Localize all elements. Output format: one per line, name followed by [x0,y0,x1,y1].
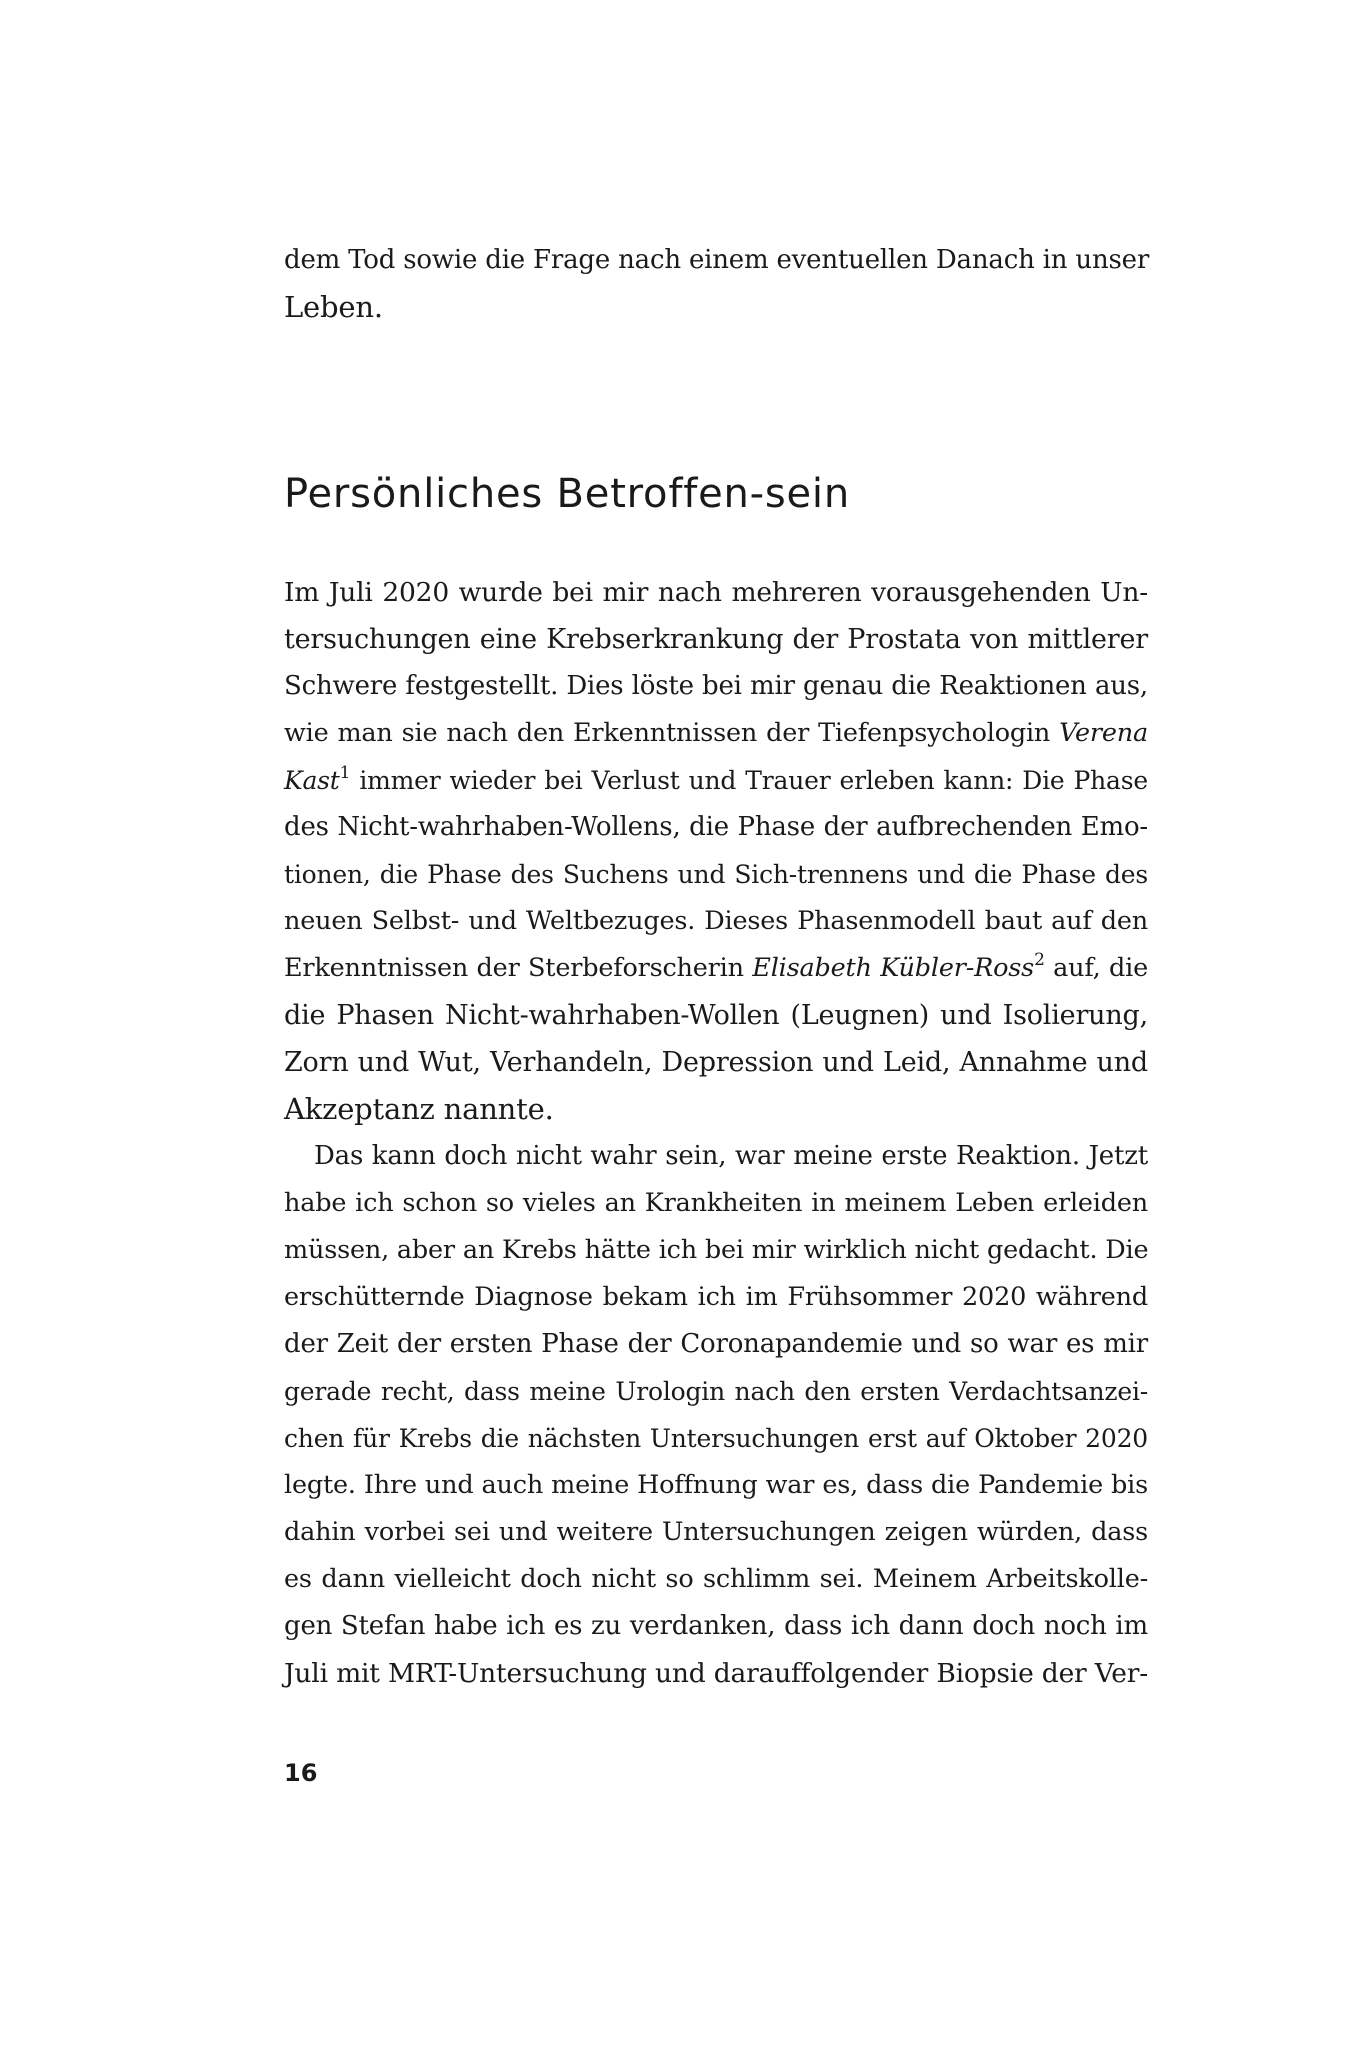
paragraph-1-line-8: neuen Selbst- und Weltbezuges. Dieses Phasenmodell baut auf den [284,906,1148,936]
paragraph-1-line-2: tersuchungen eine Krebserkrankung der Prostata von mittlerer [284,624,1148,655]
paragraph-1-line-5 [284,757,1148,804]
paragraph-2-line-6: gerade recht, dass meine Urologin nach den ersten Verdachtsanzei- [284,1377,1148,1406]
paragraph-1-line-9 [284,945,1148,992]
paragraph-1-line-10: die Phasen Nicht-wahrhaben-Wollen (Leugnen) und Isolierung, [284,1000,1148,1031]
paragraph-1-line-11: Zorn und Wut, Verhandeln, Depression und Leid, Annahme und [284,1047,1148,1078]
paragraph-1-line-12: Akzeptanz nannte. [284,1092,554,1126]
footnote-marker-1[interactable]: 1 [339,763,351,783]
paragraph-1-line-4 [284,710,1148,757]
paragraph-2-line-9: dahin vorbei sei und weitere Untersuchungen zeigen würden, dass [284,1517,1148,1547]
paragraph-2-line-10: es dann vielleicht doch nicht so schlimm sei. Meinem Arbeitskolle- [284,1564,1148,1594]
paragraph-1-line-6: des Nicht-wahrhaben-Wollens, die Phase der aufbrechenden Emo- [284,812,1148,842]
page-number: 16 [284,1759,318,1787]
paragraph-1-line-4-text: wie man sie nach den Erkenntnissen der Tiefenpsychologin [284,718,1051,748]
author-name-kast-last: Kast [284,766,340,795]
paragraph-1-line-5-text: immer wieder bei Verlust und Trauer erleben kann: Die Phase [350,766,1148,795]
paragraph-1-line-9-end: auf, die [1044,953,1149,983]
author-name-kuebler-ross: Elisabeth Kübler-Ross [752,953,1035,983]
paragraph-2-line-1: Das kann doch nicht wahr sein, war meine erste Reaktion. Jetzt [314,1141,1148,1171]
author-name-kast-first: Verena [1059,718,1148,748]
paragraph-2-line-8: legte. Ihre und auch meine Hoffnung war es, dass die Pandemie bis [284,1470,1148,1500]
paragraph-1-line-7: tionen, die Phase des Suchens und Sich-trennens und die Phase des [284,860,1148,889]
paragraph-2-line-4: erschütternde Diagnose bekam ich im Frühsommer 2020 während [284,1282,1148,1312]
footnote-marker-2[interactable]: 2 [1034,950,1045,970]
paragraph-2-line-12: Juli mit MRT-Untersuchung und darauffolgender Biopsie der Ver- [284,1658,1148,1689]
paragraph-1-line-3: Schwere festgestellt. Dies löste bei mir genau die Reaktionen aus, [284,671,1148,701]
paragraph-2-line-7: chen für Krebs die nächsten Untersuchungen erst auf Oktober 2020 [284,1424,1148,1453]
paragraph-2-line-5: der Zeit der ersten Phase der Coronapandemie und so war es mir [284,1329,1148,1359]
intro-line-1: dem Tod sowie die Frage nach einem eventuellen Danach in unser [284,245,1150,275]
paragraph-1-line-1: Im Juli 2020 wurde bei mir nach mehreren vorausgehenden Un- [284,577,1148,608]
section-heading: Persönliches Betroffen-sein [284,471,850,517]
paragraph-2-line-2: habe ich schon so vieles an Krankheiten in meinem Leben erleiden [284,1188,1148,1218]
paragraph-1-line-9-text: Erkenntnissen der Sterbeforscherin [284,953,744,983]
paragraph-2-line-3: müssen, aber an Krebs hätte ich bei mir wirklich nicht gedacht. Die [284,1235,1149,1265]
paragraph-2-line-11: gen Stefan habe ich es zu verdanken, dass ich dann doch noch im [284,1611,1148,1641]
intro-line-2: Leben. [284,290,383,324]
